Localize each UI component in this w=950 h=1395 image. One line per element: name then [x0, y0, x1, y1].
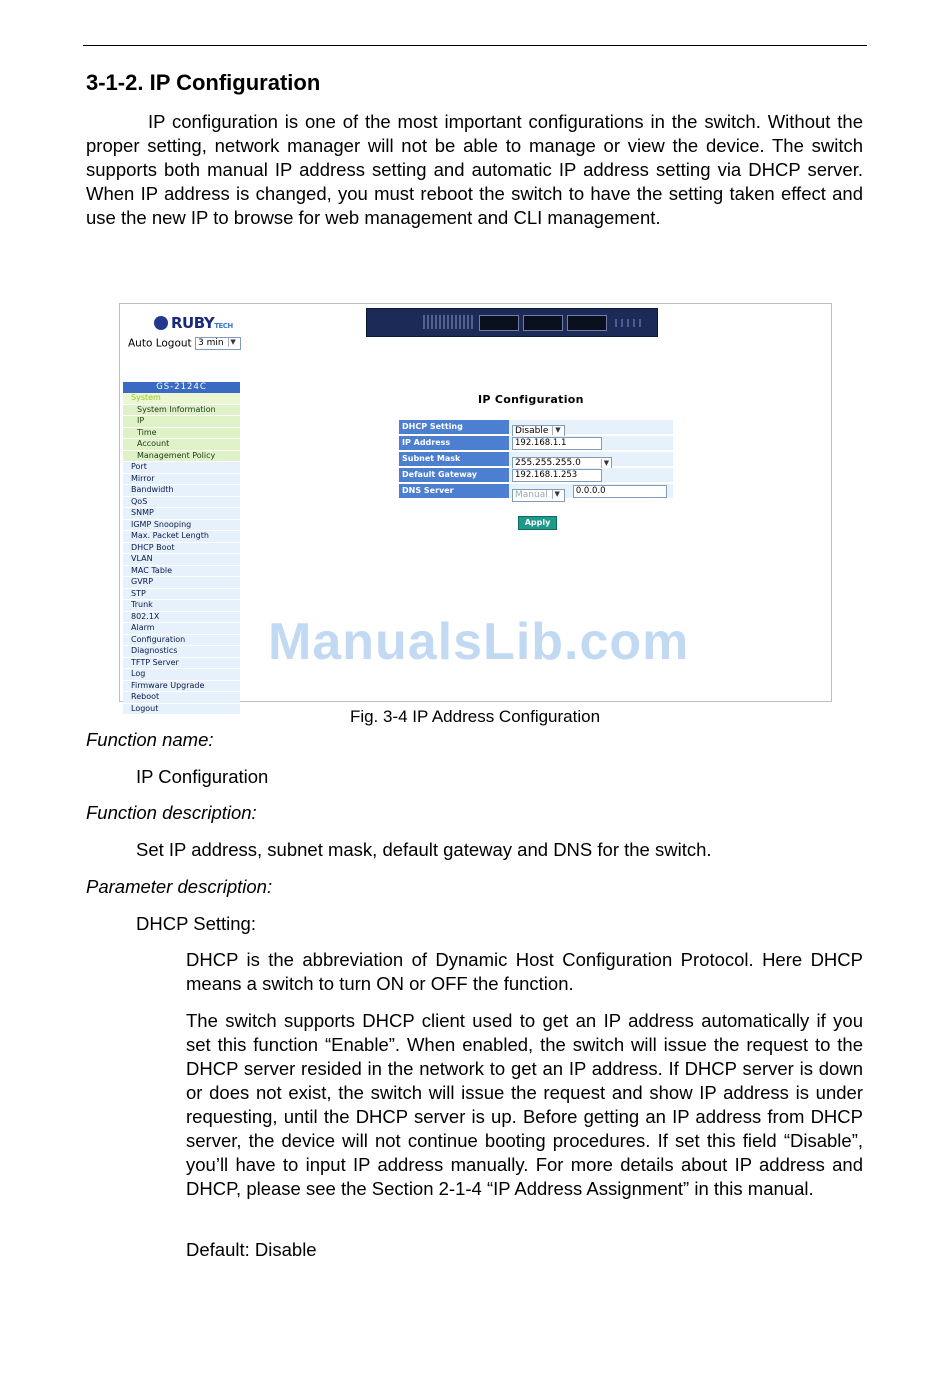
- function-name: IP Configuration: [136, 766, 269, 787]
- intro-paragraph: IP configuration is one of the most important configurations in the switch. Without the proper setting, network manager will not be able to manage or view the device. The switch supports both manual IP address setting and automatic IP address setting via DHCP server. When IP address is changed, you must reboot the switch to have the setting taken effect and use the new IP to browse for web management and CLI management.: [86, 111, 863, 228]
- sidebar-item[interactable]: Logout: [123, 704, 240, 716]
- sidebar-item[interactable]: Diagnostics: [123, 646, 240, 658]
- sidebar-item[interactable]: Account: [123, 439, 240, 451]
- port-block-3: [567, 315, 607, 331]
- function-name-label: Function name:: [86, 729, 214, 750]
- dhcp-paragraph-2: The switch supports DHCP client used to get an IP address automatically if you set this function “Enable”. When enabled, the switch will issue the request to the DHCP server resided in the network to get an IP address. If DHCP server is down or does not exist, the switch will issue the request and show IP address is under requesting, until the DHCP server is up. Before getting an IP address from DHCP server, the device will not continue booting procedures. If set this field “Disable”, you’ll have to input IP address manually. For more details about IP address and DHCP, please see the Section 2-1-4 “IP Address Assignment” in this manual.: [186, 1010, 863, 1199]
- logo-subtext: TECH: [214, 322, 233, 330]
- sidebar-item[interactable]: Trunk: [123, 600, 240, 612]
- menu-header: GS-2124C: [123, 382, 240, 393]
- sidebar-item[interactable]: Log: [123, 669, 240, 681]
- watermark: ManualsLib.com: [268, 613, 690, 671]
- section-title: 3-1-2. IP Configuration: [86, 70, 321, 95]
- parameter-description-label: Parameter description:: [86, 876, 273, 897]
- apply-button[interactable]: Apply: [518, 516, 557, 530]
- dns-mode-select[interactable]: [512, 489, 565, 502]
- ip-config-form: [399, 420, 673, 500]
- sidebar-item[interactable]: System Information: [123, 405, 240, 417]
- ip-row: [399, 436, 673, 450]
- sidebar-item[interactable]: Port: [123, 462, 240, 474]
- panel-vent: [423, 315, 473, 329]
- auto-logout: [128, 337, 241, 350]
- dhcp-setting-heading: DHCP Setting:: [136, 913, 256, 934]
- sidebar-item[interactable]: STP: [123, 589, 240, 601]
- sidebar-item[interactable]: VLAN: [123, 554, 240, 566]
- function-description: Set IP address, subnet mask, default gateway and DNS for the switch.: [136, 839, 712, 860]
- sidebar-item[interactable]: Configuration: [123, 635, 240, 647]
- port-block-1: [479, 315, 519, 331]
- dns-label: DNS Server: [399, 484, 509, 498]
- default-value: Default: Disable: [186, 1239, 317, 1260]
- dhcp-paragraph-1: DHCP is the abbreviation of Dynamic Host Configuration Protocol. Here DHCP means a switch to turn ON or OFF the function.: [186, 949, 863, 994]
- sidebar-item[interactable]: Reboot: [123, 692, 240, 704]
- sidebar-item[interactable]: Max. Packet Length: [123, 531, 240, 543]
- sidebar-item[interactable]: Bandwidth: [123, 485, 240, 497]
- dhcp-value: Disable: [515, 426, 549, 436]
- sidebar-item[interactable]: IGMP Snooping: [123, 520, 240, 532]
- sidebar-item[interactable]: Time: [123, 428, 240, 440]
- page-title: IP Configuration: [478, 393, 584, 406]
- brand-logo: [154, 314, 233, 332]
- logo-text: RUBY: [171, 314, 215, 332]
- sidebar-item[interactable]: Alarm: [123, 623, 240, 635]
- port-block-2: [523, 315, 563, 331]
- ip-label: IP Address: [399, 436, 509, 450]
- dhcp-row: [399, 420, 673, 434]
- gateway-label: Default Gateway: [399, 468, 509, 482]
- dhcp-label: DHCP Setting: [399, 420, 509, 434]
- auto-logout-value: 3 min: [198, 338, 224, 348]
- dns-row: [399, 484, 673, 498]
- auto-logout-label: Auto Logout: [128, 337, 192, 350]
- ip-input[interactable]: 192.168.1.1: [512, 437, 602, 450]
- chevron-down-icon: ▼: [552, 426, 562, 435]
- chevron-down-icon: ▼: [552, 490, 562, 499]
- chevron-down-icon: ▼: [601, 459, 611, 468]
- sidebar-item[interactable]: DHCP Boot: [123, 543, 240, 555]
- sidebar-item[interactable]: IP: [123, 416, 240, 428]
- switch-front-panel-image: [366, 308, 658, 337]
- sidebar-item[interactable]: MAC Table: [123, 566, 240, 578]
- function-description-label: Function description:: [86, 802, 257, 823]
- sidebar-item[interactable]: TFTP Server: [123, 658, 240, 670]
- mask-value: 255.255.255.0: [515, 458, 581, 468]
- logo-mark-icon: [154, 316, 168, 330]
- dns-mode-value: Manual: [515, 490, 548, 500]
- sidebar-item[interactable]: Firmware Upgrade: [123, 681, 240, 693]
- header-rule: [83, 45, 867, 46]
- gateway-input[interactable]: 192.168.1.253: [512, 469, 602, 482]
- dns-input[interactable]: 0.0.0.0: [573, 485, 667, 498]
- ui-screenshot-figure: [119, 303, 832, 713]
- sidebar-item[interactable]: QoS: [123, 497, 240, 509]
- sidebar-item[interactable]: Mirror: [123, 474, 240, 486]
- mask-row: [399, 452, 673, 466]
- figure-caption: Fig. 3-4 IP Address Configuration: [349, 707, 601, 726]
- status-leds: [615, 319, 645, 327]
- sidebar-item[interactable]: 802.1X: [123, 612, 240, 624]
- sidebar-item[interactable]: GVRP: [123, 577, 240, 589]
- sidebar-menu: [123, 382, 240, 715]
- mask-label: Subnet Mask: [399, 452, 509, 466]
- auto-logout-select[interactable]: [195, 337, 241, 350]
- sidebar-item[interactable]: System: [123, 393, 240, 405]
- sidebar-item[interactable]: SNMP: [123, 508, 240, 520]
- gateway-row: [399, 468, 673, 482]
- chevron-down-icon: ▼: [228, 338, 238, 347]
- sidebar-item[interactable]: Management Policy: [123, 451, 240, 463]
